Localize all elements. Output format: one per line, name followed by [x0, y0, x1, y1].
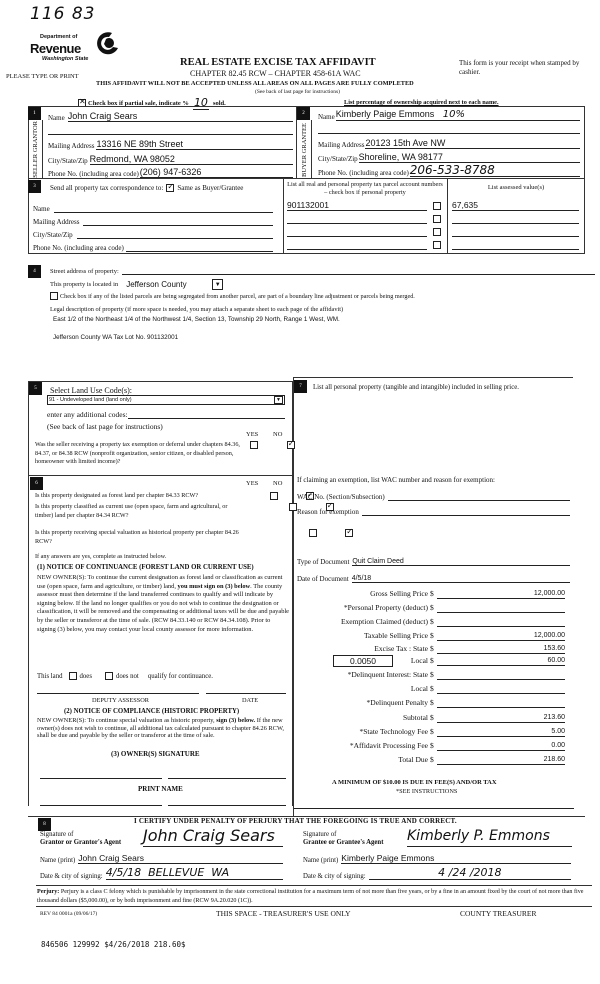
street-address-label: Street address of property:	[50, 268, 119, 275]
doc-date-field[interactable]: 4/5/18	[352, 575, 570, 583]
continuance-row	[37, 672, 213, 680]
personal-property-checkbox[interactable]	[433, 228, 441, 236]
partial-sale-percent[interactable]: 10	[193, 96, 208, 109]
assessed-value-header: List assessed value(s)	[487, 184, 545, 191]
fee-label: Local	[410, 684, 428, 693]
this-land-label: This land	[37, 672, 63, 680]
seller-phone-field[interactable]: (206) 947-6326	[140, 167, 293, 178]
seller-name-label: Name	[48, 114, 65, 122]
does-not-qualify-checkbox[interactable]	[105, 672, 113, 680]
seller-name-field[interactable]: John Craig Sears	[68, 111, 293, 122]
buyer-city-row	[318, 150, 580, 163]
parcel-row	[287, 200, 442, 212]
assessed-value-field[interactable]	[452, 226, 579, 237]
current-use-question: Is this property classified as current use (open space, farm and agricultural, or timber) land per chapter 84.34 RCW?	[35, 503, 228, 519]
section7-top-border	[293, 377, 573, 378]
owner-signature-line-1[interactable]	[40, 778, 162, 779]
treasurer-use-label: THIS SPACE - TREASURER'S USE ONLY	[216, 909, 351, 918]
fee-row-total-due	[300, 755, 570, 767]
deputy-assessor-label: DEPUTY ASSESSOR	[92, 697, 149, 704]
logo-line3: Washington State	[42, 56, 89, 62]
owner-signature-line-2[interactable]	[168, 778, 286, 779]
handwritten-file-number: 116 83	[30, 4, 96, 24]
grantee-sig-label-2: Grantee or Grantee's Agent	[303, 839, 384, 846]
corr-name-label: Name	[33, 205, 50, 213]
fee-label: Excise Tax : State	[374, 644, 428, 653]
receipt-note: This form is your receipt when stamped by cashier.	[459, 59, 580, 76]
same-as-buyer-label: Same as Buyer/Grantee	[177, 184, 244, 192]
seller-name-field-2[interactable]	[48, 134, 293, 135]
notice2-text-a: NEW OWNER(S): To continue special valuation as historic property,	[37, 717, 217, 724]
exemption-reason-row	[297, 503, 570, 516]
partial-sale-label: Check box if partial sale, indicate %	[88, 99, 189, 107]
exemption-reason-label: Reason for exemption	[297, 508, 359, 516]
notice-continuance-text	[37, 574, 289, 634]
seller-address-field[interactable]: 13316 NE 89th Street	[96, 139, 293, 150]
notice2-bold: sign (3) below.	[216, 717, 256, 724]
fee-value[interactable]: 213.60	[437, 713, 565, 723]
seller-address-row	[48, 137, 293, 150]
doc-type-row	[297, 553, 570, 566]
assessed-value-field[interactable]: 67,635	[452, 200, 579, 211]
buyer-address-row	[318, 136, 580, 149]
buyer-phone-row	[318, 164, 580, 177]
buyer-side-label: BUYER GRANTEE	[300, 122, 308, 177]
wac-label: WAC No. (Section/Subsection)	[297, 493, 385, 501]
fee-row-exemption-claimed	[300, 617, 570, 629]
doc-date-label: Date of Document	[297, 575, 349, 583]
please-type-note: PLEASE TYPE OR PRINT	[6, 73, 79, 80]
forest-land-question: Is this property designated as forest land per chapter 84.33 RCW?	[35, 492, 199, 499]
fee-value[interactable]: 153.60	[437, 644, 565, 654]
county-row	[50, 279, 223, 290]
grantor-sig-label-1: Signature of	[40, 831, 74, 838]
qualify-label: qualify for continuance.	[147, 672, 213, 680]
section7-bottom-line	[294, 808, 574, 809]
current-use-yes-checkbox[interactable]	[289, 503, 297, 511]
notice1-bold: you must sign on (3) below	[177, 582, 251, 590]
exemption-no-checkbox[interactable]	[287, 441, 295, 449]
fee-label: *Affidavit Processing Fee	[349, 741, 428, 750]
legal-description-value[interactable]: East 1/2 of the Northeast 1/4 of the Northwest 1/4, Section 13, Township 29 North, Range 1 West, WM.	[53, 316, 340, 323]
parcel-divider	[447, 179, 448, 254]
section-5-badge: 5	[29, 382, 42, 395]
tax-lot-value[interactable]: Jefferson County WA Tax Lot No. 901132001	[53, 334, 179, 341]
notice1-text-b: . The county assessor must then determine if the land transferred continues to qualify and will indicate by signing below. If the land no longer qualifies or you do not wish to continue the designation or classification, it will be removed and the compensating or additional taxes will be due and payable by the seller or transferor at the time of sale. (RCW 84.33.140 or RCW 84.34.108). Prior to signing (3) below, you may contact your local county assessor for more information.	[37, 582, 289, 633]
historical-no-checkbox[interactable]	[345, 529, 353, 537]
grantor-date-row	[40, 865, 283, 880]
fee-value[interactable]	[437, 698, 565, 708]
partial-sale-suffix: sold.	[212, 99, 226, 107]
dollar-sign: $	[430, 644, 434, 653]
fee-label: Taxable Selling Price	[363, 631, 428, 640]
section-1-badge: 1	[28, 107, 41, 120]
fee-row-technology-fee	[300, 727, 570, 739]
dollar-sign: $	[430, 589, 434, 598]
print-name-line-1[interactable]	[40, 805, 162, 806]
print-name-label: PRINT NAME	[138, 785, 183, 793]
dollar-sign: $	[430, 713, 434, 722]
grantor-sig-label-2: Grantor or Grantor's Agent	[40, 839, 122, 846]
fee-value[interactable]: 5.00	[437, 727, 565, 737]
grantee-signature-label	[303, 831, 383, 847]
forest-land-yes-checkbox[interactable]	[270, 492, 278, 500]
parcel-number-field[interactable]	[287, 213, 427, 224]
dollar-sign: $	[430, 670, 434, 679]
buyer-name-field[interactable]	[336, 109, 580, 121]
does-qualify-checkbox[interactable]	[69, 672, 77, 680]
deputy-assessor-signature-line[interactable]	[37, 693, 199, 694]
parcel-row	[287, 213, 442, 225]
fee-value[interactable]: 12,000.00	[437, 589, 565, 599]
personal-property-label: List all personal property (tangible and intangible) included in selling price.	[313, 384, 519, 391]
fee-label: Gross Selling Price	[370, 589, 428, 598]
fee-row-taxable-selling-price	[300, 631, 570, 643]
fee-row-personal-property	[300, 603, 570, 615]
fee-value[interactable]	[437, 670, 565, 680]
historical-question: Is this property receiving special valuation as historical property per chapter 84.26 RCW?	[35, 529, 239, 545]
fee-row-processing-fee	[300, 741, 570, 753]
form-title: REAL ESTATE EXCISE TAX AFFIDAVIT	[180, 57, 376, 68]
dollar-sign: $	[430, 631, 434, 640]
buyer-name-value: Kimberly Paige Emmons	[335, 109, 435, 119]
corr-phone-field[interactable]	[126, 244, 273, 252]
logo-line2: Revenue	[30, 41, 81, 56]
exemption-reason-field[interactable]	[362, 508, 570, 516]
fee-row-delinquent-penalty	[300, 698, 570, 710]
buyer-city-field[interactable]: Shoreline, WA 98177	[359, 152, 580, 163]
fee-label: *Delinquent Interest: State	[347, 670, 428, 679]
see-instructions-note: *SEE INSTRUCTIONS	[396, 788, 458, 795]
grantee-date-field[interactable]: 4 /24 /2018	[369, 866, 571, 880]
land-use-select[interactable]	[47, 395, 285, 405]
fee-value[interactable]: 12,000.00	[437, 631, 565, 641]
wac-row	[297, 488, 570, 501]
seller-city-label: City/State/Zip	[48, 157, 88, 165]
assessor-date-line[interactable]	[206, 693, 286, 694]
buyer-side-label-box	[297, 120, 312, 179]
corr-city-row	[33, 226, 273, 239]
footer-top-line	[36, 885, 592, 886]
fee-label: Exemption Claimed (deduct)	[340, 617, 428, 626]
fee-row-gross-selling-price	[300, 589, 570, 601]
seller-phone-row	[48, 165, 293, 178]
certification-statement: I CERTIFY UNDER PENALTY OF PERJURY THAT THE FOREGOING IS TRUE AND CORRECT.	[134, 817, 457, 825]
seller-side-label-box	[28, 120, 43, 179]
buyer-name-field-2[interactable]	[318, 133, 580, 134]
minimum-due-note: A MINIMUM OF $10.00 IS DUE IN FEE(S) AND/OR TAX	[332, 779, 497, 786]
if-yes-instructions: If any answers are yes, complete as instructed below.	[35, 553, 167, 560]
additional-codes-label: enter any additional codes:	[47, 410, 128, 419]
section-3-badge: 3	[28, 180, 41, 193]
ownership-note: List percentage of ownership acquired next to each name.	[344, 99, 499, 106]
notice2-text-b: If the new owner(s) does not wish to continue, all additional tax calculated pursuant to chapter 84.26 RCW, shall be due and payable by the seller or transferor at the time of sale.	[37, 717, 284, 740]
street-address-field[interactable]	[122, 267, 595, 275]
fee-row-delinquent-interest-state	[300, 670, 570, 682]
corr-city-label: City/State/Zip	[33, 231, 73, 239]
assessed-value-field[interactable]	[452, 239, 579, 250]
grantor-name-label: Name (print)	[40, 857, 76, 864]
exemption-claim-label: If claiming an exemption, list WAC number and reason for exemption:	[297, 476, 495, 484]
corr-address-row	[33, 213, 273, 226]
county-label: This property is located in	[50, 281, 119, 288]
corr-name-row	[33, 200, 273, 213]
exemption-yes-checkbox[interactable]	[250, 441, 258, 449]
perjury-text: Perjury is a class C felony which is punishable by imprisonment in the state correctional institution for a maximum term of not more than five years, or by a fine in an amount fixed by the court of not more than five thousand dollars ($5,000.00), or by both imprisonment and fine (RCW 9A.20.020 (1C)).	[37, 889, 584, 904]
parcel-row	[287, 226, 442, 238]
fee-label: Subtotal	[402, 713, 428, 722]
see-back-note: (See back of last page for instructions)	[255, 89, 340, 95]
section-8-badge: 8	[38, 818, 51, 831]
additional-codes-row	[47, 406, 285, 419]
buyer-ownership-percent: 10%	[442, 109, 466, 120]
grantee-sig-label-1: Signature of	[303, 831, 337, 838]
fee-label: *Personal Property (deduct)	[343, 603, 428, 612]
legal-description-label: Legal description of property (if more space is needed, you may attach a separate sheet to each page of the affidavit)	[50, 306, 344, 313]
doc-type-field[interactable]: Quit Claim Deed	[352, 558, 570, 566]
fee-label: Total Due	[398, 755, 428, 764]
dollar-sign: $	[430, 684, 434, 693]
grantee-name-field[interactable]: Kimberly Paige Emmons	[341, 853, 571, 864]
dollar-sign: $	[430, 741, 434, 750]
land-use-selected-value: 91 - Undeveloped land (land only)	[49, 397, 132, 403]
notice1-text-a: NEW OWNER(S): To continue the current designation as forest land or classification as current use (open space, farm and agriculture, or timber) land,	[37, 574, 283, 590]
county-dropdown-arrow-icon[interactable]: ▼	[212, 279, 223, 290]
section-7-badge: 7	[294, 380, 307, 393]
grantee-date-label: Date & city of signing:	[303, 873, 366, 880]
date-label: DATE	[242, 697, 259, 704]
no-header-6: NO	[273, 480, 283, 487]
parcel-number-field[interactable]: 901132001	[287, 200, 427, 211]
buyer-phone-field[interactable]: 206-533-8788	[410, 164, 580, 177]
section-4-badge: 4	[28, 265, 41, 278]
notice-compliance-title: (2) NOTICE OF COMPLIANCE (HISTORIC PROPERTY)	[64, 708, 240, 715]
corr-address-field[interactable]	[83, 218, 273, 226]
corr-city-field[interactable]	[77, 231, 273, 239]
fee-value[interactable]	[437, 684, 565, 694]
treasurer-receipt-stamp: 846506 129992 $4/26/2018 218.60$	[41, 940, 186, 949]
section6-divider	[28, 475, 293, 476]
notice-continuance-title: (1) NOTICE OF CONTINUANCE (FOREST LAND OR CURRENT USE)	[37, 564, 254, 571]
additional-codes-field[interactable]	[128, 411, 285, 419]
seller-phone-label: Phone No. (including area code)	[48, 170, 139, 178]
parcel-number-field[interactable]	[287, 239, 427, 250]
grantee-date-row	[303, 865, 571, 880]
fee-value[interactable]: 0.00	[437, 741, 565, 751]
fee-label: Local	[410, 656, 428, 665]
county-select[interactable]: Jefferson County	[126, 280, 187, 289]
fee-row-excise-local	[300, 656, 570, 668]
seller-side-label: SELLER GRANTOR	[31, 121, 39, 178]
grantor-signature-label	[40, 831, 121, 847]
grantee-signature-field[interactable]: Kimberly P. Emmons	[407, 826, 572, 847]
parcel-header: List all real and personal property tax parcel account numbers – check box if personal property	[287, 181, 443, 196]
seller-address-label: Mailing Address	[48, 142, 95, 150]
personal-property-checkbox[interactable]	[433, 215, 441, 223]
personal-property-checkbox[interactable]	[433, 241, 441, 249]
corr-address-label: Mailing Address	[33, 218, 80, 226]
fee-row-delinquent-interest-local	[300, 684, 570, 696]
corr-divider	[283, 179, 284, 254]
same-as-buyer-checkbox[interactable]	[166, 184, 174, 192]
street-address-row	[50, 262, 595, 275]
segregated-checkbox[interactable]	[50, 292, 58, 300]
form-revision: REV 84 0001a (09/06/17)	[40, 911, 98, 917]
buyer-address-label: Mailing Address	[318, 141, 365, 149]
fee-row-subtotal	[300, 713, 570, 725]
owner-signature-title: (3) OWNER(S) SIGNATURE	[111, 750, 200, 758]
dollar-sign: $	[430, 603, 434, 612]
grantor-date-label: Date & city of signing:	[40, 873, 103, 880]
buyer-phone-label: Phone No. (including area code)	[318, 169, 409, 177]
fee-value[interactable]	[437, 617, 565, 627]
fee-value[interactable]: 218.60	[437, 755, 565, 765]
logo-line1: Department of	[40, 34, 78, 40]
form-chapter: CHAPTER 82.45 RCW – CHAPTER 458-61A WAC	[190, 69, 361, 78]
fee-value[interactable]	[437, 603, 565, 613]
section-2-badge: 2	[297, 107, 310, 120]
assessed-value-field[interactable]	[452, 213, 579, 224]
dollar-sign: $	[430, 727, 434, 736]
dollar-sign: $	[430, 656, 434, 665]
dor-swirl-icon	[92, 30, 120, 56]
dollar-sign: $	[430, 698, 434, 707]
land-use-dropdown-arrow-icon[interactable]: ▼	[274, 396, 283, 404]
perjury-notice	[37, 888, 592, 905]
buyer-name-row	[318, 108, 580, 121]
local-rate-field[interactable]: 0.0050	[333, 655, 393, 667]
perjury-bold: Perjury:	[37, 889, 60, 895]
does-not-label: does not	[115, 672, 139, 680]
correspondence-row	[50, 184, 243, 192]
historical-yes-checkbox[interactable]	[309, 529, 317, 537]
dor-logo	[30, 30, 125, 66]
exemption-question: Was the seller receiving a property tax exemption or deferral under chapters 84.36, 84.37, or 84.38 RCW (nonprofit organization, senior citizen, or disabled person, homeowner with limited income)?	[35, 441, 240, 465]
yes-header-6: YES	[246, 480, 259, 487]
corr-phone-row	[33, 239, 273, 252]
seller-city-field[interactable]: Redmond, WA 98052	[90, 154, 293, 165]
land-use-see-back: (See back of last page for instructions)	[47, 422, 163, 431]
wac-field[interactable]	[388, 493, 570, 501]
corr-phone-label: Phone No. (including area code)	[33, 244, 124, 252]
notice-compliance-text	[37, 717, 289, 740]
grantor-signature-field[interactable]: John Craig Sears	[143, 826, 283, 847]
fee-label: *Delinquent Penalty	[366, 698, 428, 707]
grantor-date-field[interactable]: 4/5/18 BELLEVUE WA	[106, 866, 283, 880]
does-label: does	[79, 672, 92, 680]
county-treasurer-label: COUNTY TREASURER	[460, 909, 537, 918]
parcel-row	[287, 239, 442, 251]
personal-property-checkbox[interactable]	[433, 202, 441, 210]
section-6-badge: 6	[30, 477, 43, 490]
doc-type-label: Type of Document	[297, 558, 350, 566]
dollar-sign: $	[430, 755, 434, 764]
grantee-name-label: Name (print)	[303, 857, 339, 864]
no-header-5: NO	[273, 431, 283, 438]
print-name-line-2[interactable]	[168, 805, 286, 806]
segregated-label: Check box if any of the listed parcels are being segregated from another parcel, are part of a boundary line adjustment or parcels being merged.	[60, 292, 415, 300]
completion-warning: THIS AFFIDAVIT WILL NOT BE ACCEPTED UNLESS ALL AREAS ON ALL PAGES ARE FULLY COMPLETED	[96, 80, 414, 87]
footer-divider	[36, 906, 592, 907]
seller-name-row	[48, 109, 293, 122]
land-use-label: Select Land Use Code(s):	[50, 386, 132, 395]
buyer-name-label: Name	[318, 113, 335, 121]
corr-name-field[interactable]	[54, 205, 273, 213]
fee-label: *State Technology Fee	[359, 727, 428, 736]
seller-city-row	[48, 152, 293, 165]
fee-value[interactable]: 60.00	[437, 656, 565, 666]
grantee-name-row	[303, 851, 571, 864]
yes-header-5: YES	[246, 431, 259, 438]
buyer-city-label: City/State/Zip	[318, 155, 358, 163]
correspondence-label: Send all property tax correspondence to:	[50, 184, 164, 192]
doc-date-row	[297, 570, 570, 583]
parcel-number-field[interactable]	[287, 226, 427, 237]
grantor-name-field[interactable]: John Craig Sears	[78, 853, 283, 864]
buyer-address-field[interactable]: 20123 15th Ave NW	[365, 138, 580, 149]
dollar-sign: $	[430, 617, 434, 626]
segregated-row	[50, 292, 415, 300]
grantor-name-row	[40, 851, 283, 864]
